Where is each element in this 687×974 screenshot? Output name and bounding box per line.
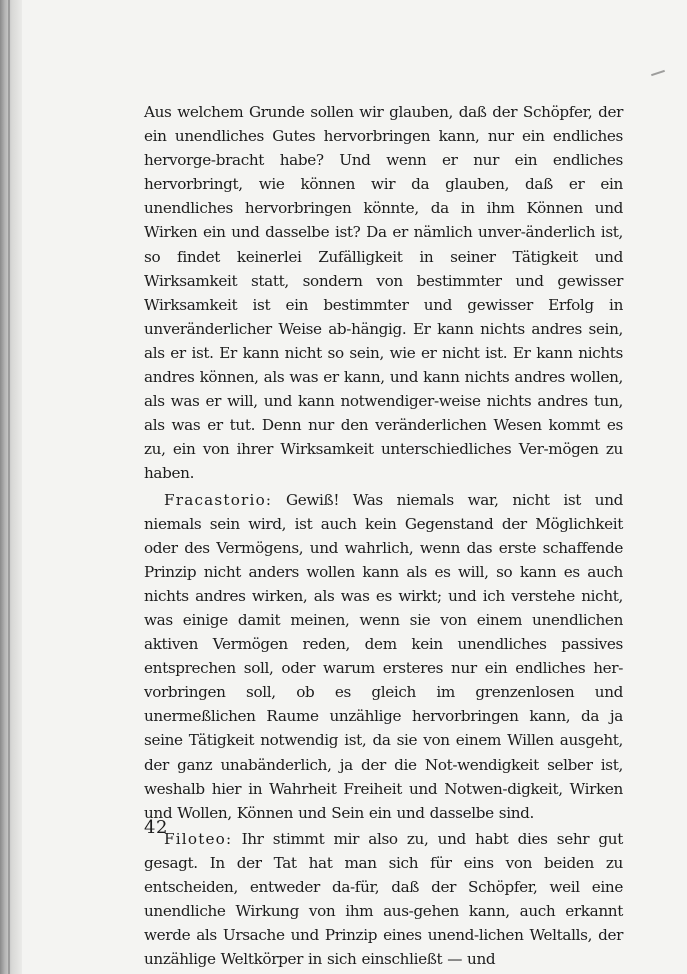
paragraph-2 <box>144 488 623 825</box>
paragraph-text: Gewiß! Was niemals war, nicht ist und niemals sein wird, ist auch kein Gegenstand der Möglichkeit oder des Vermögens, und wahrlich, wenn das erste schaffende Prinzip nicht anders wollen kann als es will, so kann es auch nichts andres wirken, als was es wirkt; und ich verstehe nicht, was einige damit meinen, wenn sie von einem unendlichen aktiven Vermögen reden, dem kein unendliches passives entsprechen soll, oder warum ersteres nur ein endliches her-vorbringen soll, ob es gleich im grenzenlosen und unermeßlichen Raume unzählige hervorbringen kann, da ja seine Tätigkeit notwendig ist, da sie von einem Willen ausgeht, der ganz unabänderlich, ja der die Not-wendigkeit selber ist, weshalb hier in Wahrheit Freiheit und Notwen-digkeit, Wirken und Wollen, Können und Sein ein und dasselbe sind. <box>144 490 624 822</box>
paragraph-3 <box>144 827 623 972</box>
paragraph-text: Ihr stimmt mir also zu, und habt dies sehr gut gesagt. In der Tat hat man sich für eins von beiden zu entscheiden, entweder da-für, daß der Schöpfer, weil eine unendliche Wirkung von ihm aus-gehen kann, auch erkannt werde als Ursache und Prinzip eines unend-lichen Weltalls, der unzählige Weltkörper in sich einschließt — und <box>144 829 623 969</box>
binding-shadow <box>0 0 22 974</box>
pencil-mark <box>651 70 665 76</box>
binding-edge <box>8 0 10 974</box>
body-text <box>144 100 623 973</box>
paragraph-1 <box>144 100 623 486</box>
page-number: 42 <box>144 817 168 838</box>
speaker-name: Fracastorio: <box>164 490 273 509</box>
speaker-name: Filoteo: <box>164 829 233 848</box>
paragraph-text: Aus welchem Grunde sollen wir glauben, daß der Schöpfer, der ein unendliches Gutes hervorbringen kann, nur ein endliches hervorge-bracht habe? Und wenn er nur ein endliches hervorbringt, wie können wir da glauben, daß er ein unendliches hervorbringen könnte, da in ihm Können und Wirken ein und dasselbe ist? Da er nämlich unver-änderlich ist, so findet keinerlei Zufälligkeit in seiner Tätigkeit und Wirksamkeit statt, sondern von bestimmter und gewisser Wirksamkeit ist ein bestimmter und gewisser Erfolg in unveränderlicher Weise ab-hängig. Er kann nichts andres sein, als er ist. Er kann nicht so sein, wie er nicht ist. Er kann nichts andres können, als was er kann, und kann nichts andres wollen, als was er will, und kann notwendiger-weise nichts andres tun, als was er tut. Denn nur den veränderlichen Wesen kommt es zu, ein von ihrer Wirksamkeit unterschiedliches Ver-mögen zu haben. <box>144 103 623 483</box>
